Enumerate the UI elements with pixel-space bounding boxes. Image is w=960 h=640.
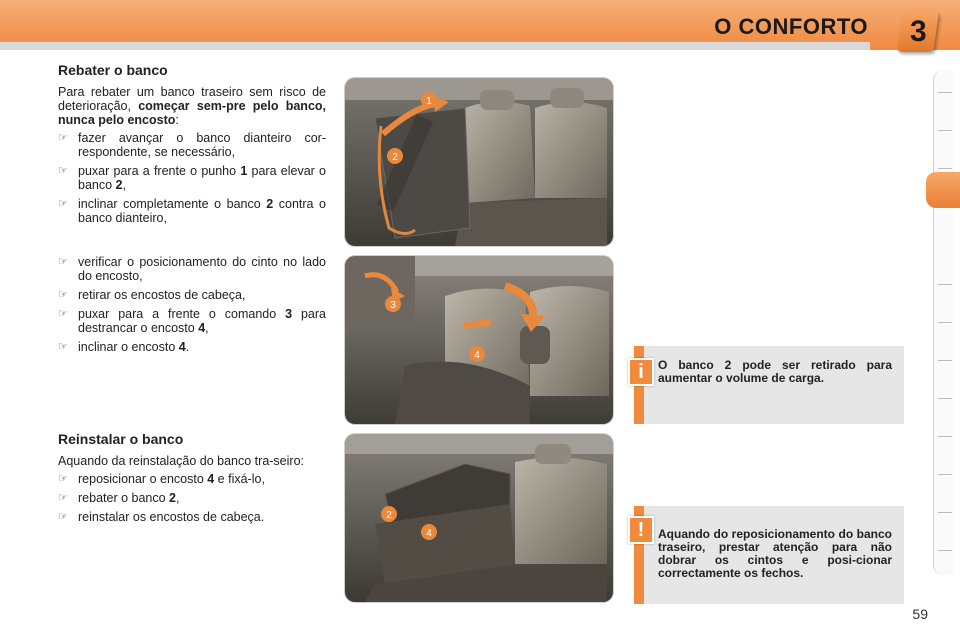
section-title: Rebater o banco [58,62,168,78]
list-item: ☞ reinstalar os encostos de cabeça. [58,510,265,524]
chapter-number: 3 [909,15,927,48]
folded-seat-photo [345,434,613,602]
rear-seat-fold-photo [345,78,613,246]
section-reinstall-seat [58,432,326,529]
hand-pointer-icon: ☞ [58,473,68,485]
hand-pointer-icon: ☞ [58,165,68,177]
hand-pointer-icon: ☞ [58,341,68,353]
chapter-badge [897,12,939,52]
list-item: ☞ puxar para a frente o punho 1 para elevar o banco 2, [58,164,326,192]
hand-pointer-icon: ☞ [58,198,68,210]
steps-list [58,255,326,354]
tab-divider [938,284,952,285]
active-chapter-tab[interactable] [926,172,960,208]
hand-pointer-icon: ☞ [58,511,68,523]
info-note: i O banco 2 pode ser retirado para aumentar o volume de carga. [634,346,904,424]
callout-label: 1 [426,96,432,107]
callout-label: 3 [390,300,396,311]
tab-divider [938,512,952,513]
list-item: ☞ inclinar o encosto 4. [58,340,190,354]
warning-note: ! Aquando do reposicionamento do banco traseiro, prestar atenção para não dobrar os cintos e posi-cionar correctamente os fechos. [634,506,904,604]
list-item: ☞ inclinar completamente o banco 2 contra o banco dianteiro, [58,197,327,225]
tab-divider [938,550,952,551]
backrest-fold-photo [345,256,613,424]
callout-label: 4 [426,528,432,539]
tab-divider [938,322,952,323]
tab-divider [938,360,952,361]
section-intro: Para rebater um banco traseiro sem risco de deterioração, começar sem-pre pelo banco, nunca pelo encosto: [58,85,327,127]
info-icon: i [628,358,654,386]
tab-divider [938,474,952,475]
steps-list [58,472,326,524]
page-title: O CONFORTO [714,14,868,39]
hand-pointer-icon: ☞ [58,256,68,268]
list-item: ☞ reposicionar o encosto 4 e fixá-lo, [58,472,265,486]
list-item: ☞ fazer avançar o banco dianteiro cor-respondente, se necessário, [58,131,326,159]
chapter-tab-strip [933,70,954,575]
tab-divider [938,398,952,399]
section-title: Reinstalar o banco [58,431,184,447]
callout-label: 4 [474,350,480,361]
page-number: 59 [912,606,928,622]
header-bar [0,0,960,50]
callout-label: 2 [386,510,392,521]
section-intro: Aquando da reinstalação do banco tra-seiro: [58,454,304,468]
tab-divider [938,168,952,169]
steps-list [58,131,326,225]
hand-pointer-icon: ☞ [58,132,68,144]
warning-icon: ! [628,516,654,544]
section-fold-seat [58,63,326,230]
tab-divider [938,92,952,93]
list-item: ☞ retirar os encostos de cabeça, [58,288,246,302]
hand-pointer-icon: ☞ [58,289,68,301]
callout-label: 2 [392,152,398,163]
tab-divider [938,436,952,437]
list-item: ☞ rebater o banco 2, [58,491,180,505]
header-stripe [0,42,870,50]
tab-divider [938,130,952,131]
hand-pointer-icon: ☞ [58,308,68,320]
list-item: ☞ puxar para a frente o comando 3 para destrancar o encosto 4, [58,307,326,335]
hand-pointer-icon: ☞ [58,492,68,504]
list-item: ☞ verificar o posicionamento do cinto no lado do encosto, [58,255,326,283]
section-fold-backrest [58,255,326,359]
